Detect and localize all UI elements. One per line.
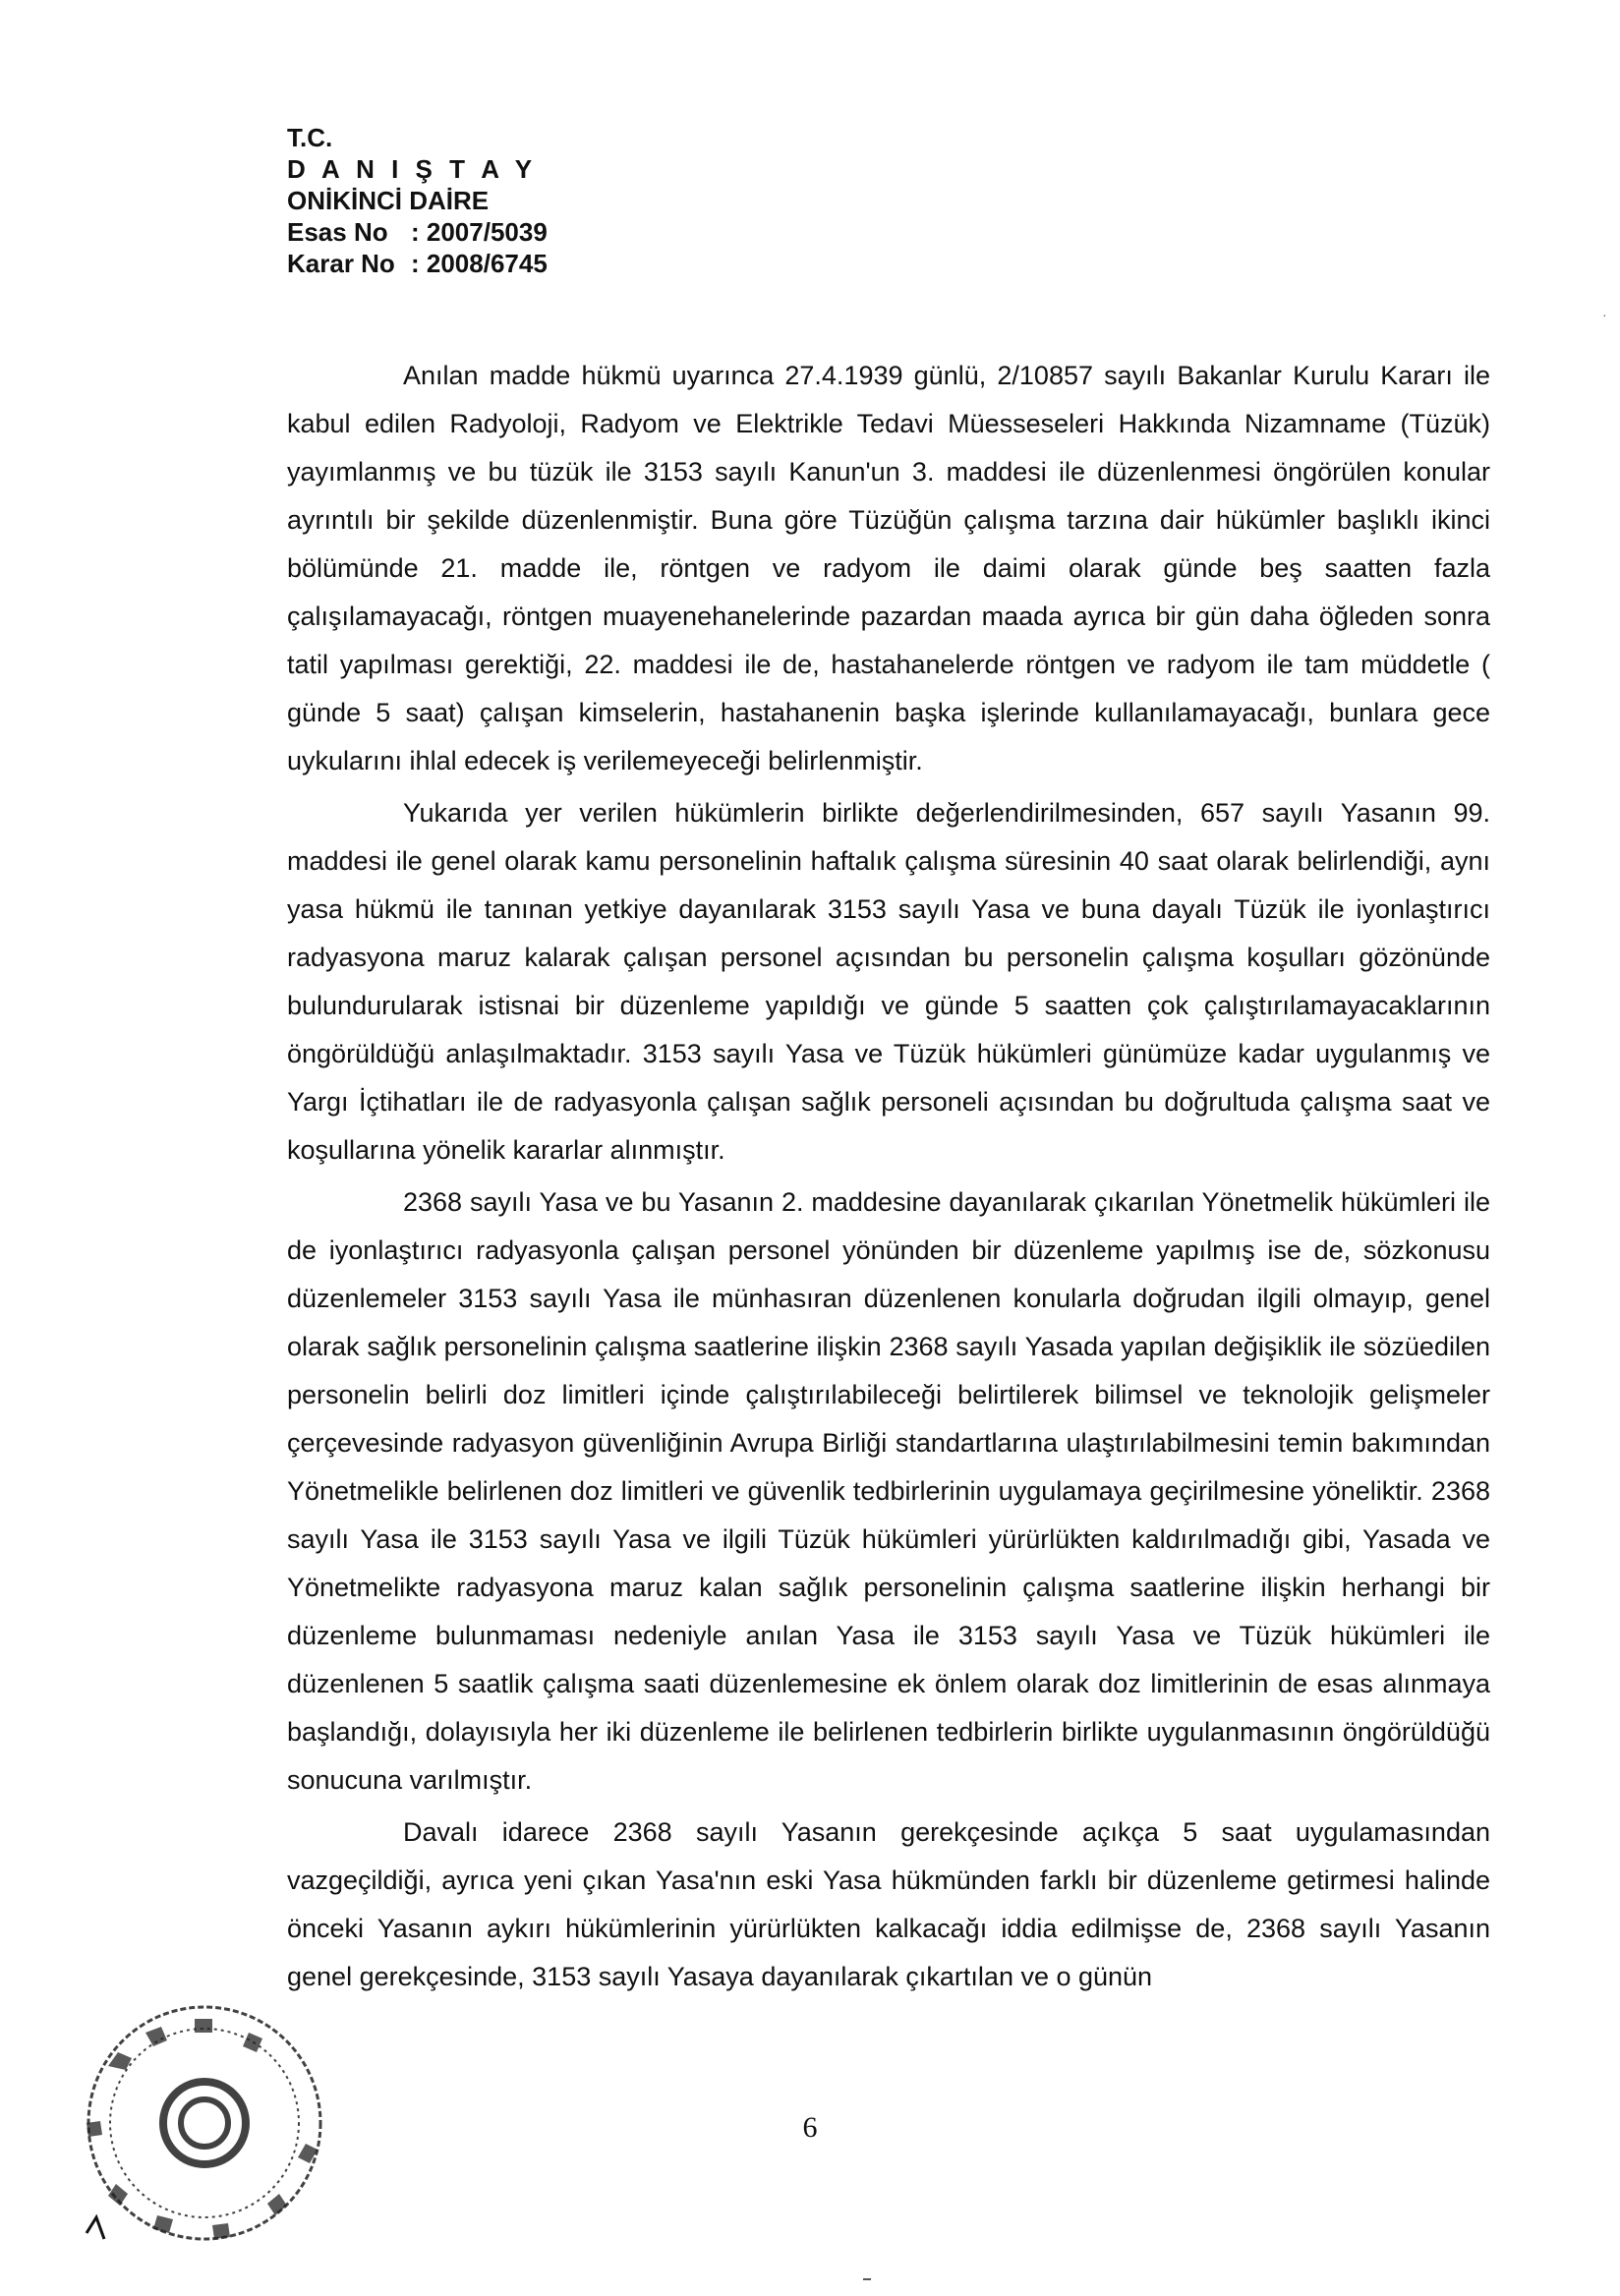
body-paragraph: 2368 sayılı Yasa ve bu Yasanın 2. maddesine dayanılarak çıkarılan Yönetmelik hükümleri ile de iyonlaştırıcı radyasyonla çalışan personel yönünden bir düzenleme yapılmış ise de, sözkonusu düzenlemeler 3153 sayılı Yasa ile münhasıran düzenlenen konularla doğrudan ilgili olmayıp, genel olarak sağlık personelinin çalışma saatlerine ilişkin 2368 sayılı Yasada yapılan değişiklik ile sözüedilen personelin belirli doz limitleri içinde çalıştırılabileceği belirtilerek bilimsel ve teknolojik gelişmeler çerçevesinde radyasyon güvenliğinin Avrupa Birliği standartlarına ulaştırılabilmesini temin bakımından Yönetmelikle belirlenen doz limitleri ve güvenlik tedbirlerinin uygulamaya geçirilmesine yöneliktir. 2368 sayılı Yasa ile 3153 sayılı Yasa ve ilgili Tüzük hükümleri yürürlükten kaldırılmadığı gibi, Yasada ve Yönetmelikte radyasyona maruz kalan sağlık personelinin çalışma saatlerine ilişkin herhangi bir düzenleme bulunmaması nedeniyle anılan Yasa ile 3153 sayılı Yasa ve Tüzük hükümleri ile düzenlenen 5 saatlik çalışma saati düzenlemesine ek önlem olarak doz limitlerinin de esas alınmaya başlandığı, dolayısıyla her iki düzenleme ile belirlenen tedbirlerin birlikte uygulanmasının öngörüldüğü sonucuna varılmıştır. (287, 1187, 1490, 1795)
page-number: 6 (802, 2111, 818, 2144)
document-body (287, 352, 1490, 2005)
bottom-mark (863, 2278, 871, 2280)
body-paragraph: Davalı idarece 2368 sayılı Yasanın gerekçesinde açıkça 5 saat uygulamasından vazgeçildiği, ayrıca yeni çıkan Yasa'nın eski Yasa hükmünden farklı bir düzenleme getirmesi halinde önceki Yasanın aykırı hükümlerinin yürürlükten kalkacağı iddia edilmişse de, 2368 sayılı Yasanın genel gerekçesinde, 3153 sayılı Yasaya dayanılarak çıkartılan ve o günün (287, 1817, 1490, 1991)
body-paragraph: Anılan madde hükmü uyarınca 27.4.1939 günlü, 2/10857 sayılı Bakanlar Kurulu Kararı ile kabul edilen Radyoloji, Radyom ve Elektrikle Tedavi Müesseseleri Hakkında Nizamname (Tüzük) yayımlanmış ve bu tüzük ile 3153 sayılı Kanun'un 3. maddesi ile düzenlenmesi öngörülen konular ayrıntılı bir şekilde düzenlenmiştir. Buna göre Tüzüğün çalışma tarzına dair hükümler başlıklı ikinci bölümünde 21. madde ile, röntgen ve radyom ile daimi olarak günde beş saatten fazla çalışılamayacağı, röntgen muayenehanelerinde pazardan maada ayrıca bir gün daha öğleden sonra tatil yapılması gerektiği, 22. maddesi ile de, hastahanelerde röntgen ve radyom ile tam müddetle ( günde 5 saat) çalışan kimselerin, hastahanenin başka işlerinde kullanılamayacağı, bunlara gece uykularını ihlal edecek iş verilemeyeceği belirlenmiştir. (287, 361, 1490, 775)
esas-number-value: : 2007/5039 (411, 217, 548, 247)
karar-number-label: Karar No (287, 249, 395, 278)
document-header (287, 122, 548, 279)
header-chamber: ONİKİNCİ DAİRE (287, 186, 490, 215)
esas-number-row (287, 216, 548, 248)
esas-number-label: Esas No (287, 217, 388, 247)
karar-number-value: : 2008/6745 (411, 249, 548, 278)
margin-mark: · (1602, 307, 1607, 322)
header-court-name: D A N I Ş T A Y (287, 154, 538, 184)
body-paragraph: Yukarıda yer verilen hükümlerin birlikte değerlendirilmesinden, 657 sayılı Yasanın 99. maddesi ile genel olarak kamu personelinin haftalık çalışma süresinin 40 saat olarak belirlendiği, aynı yasa hükmü ile tanınan yetkiye dayanılarak 3153 sayılı Yasa ve buna dayalı Tüzük ile iyonlaştırıcı radyasyona maruz kalarak çalışan personel açısından bu personelin çalışma koşulları gözönünde bulundurularak istisnai bir düzenleme yapıldığı ve günde 5 saatten çok çalıştırılamayacaklarının öngörüldüğü anlaşılmaktadır. 3153 sayılı Yasa ve Tüzük hükümleri günümüze kadar uygulanmış ve Yargı İçtihatları ile de radyasyonla çalışan sağlık personeli açısından bu doğrultuda çalışma saat ve koşullarına yönelik kararlar alınmıştır. (287, 798, 1490, 1165)
karar-number-row (287, 248, 548, 279)
header-country: T.C. (287, 123, 333, 152)
